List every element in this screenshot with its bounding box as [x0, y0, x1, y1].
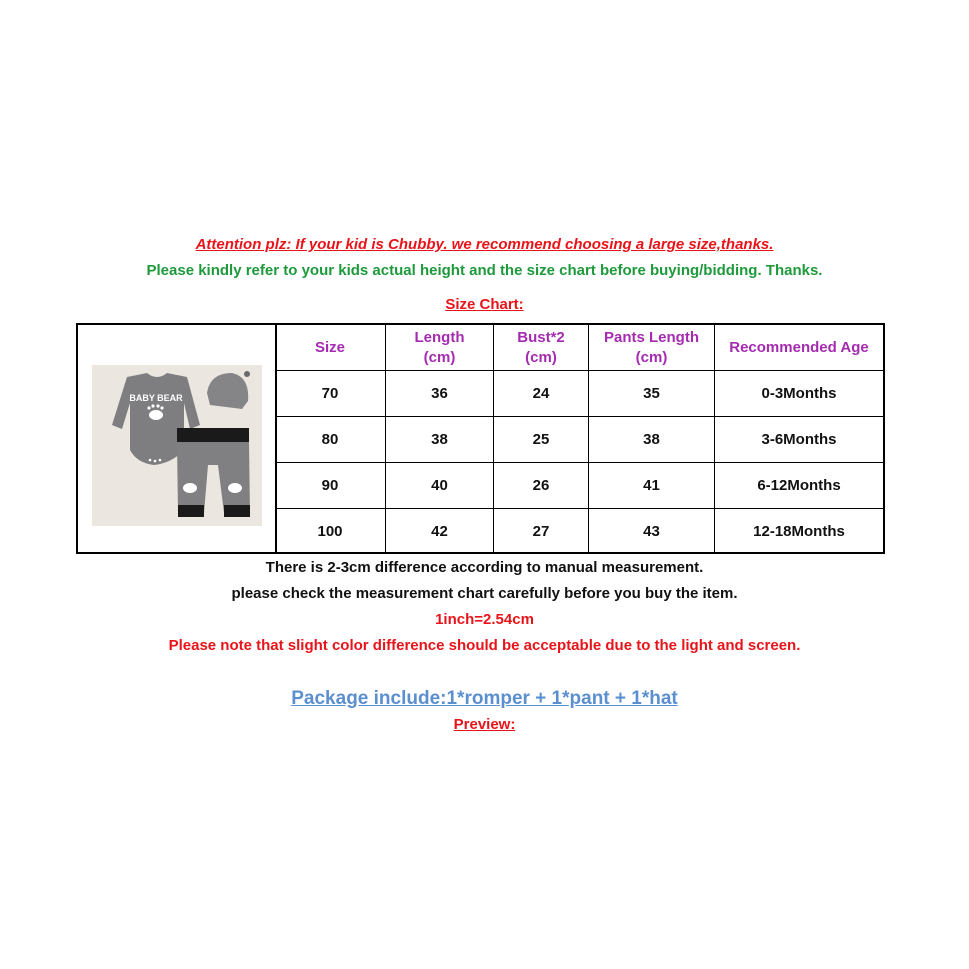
preview-heading: [0, 716, 969, 733]
cell-size: 100: [275, 509, 386, 555]
measurement-difference-note: There is 2-3cm difference according to manual measurement.: [265, 559, 704, 576]
cell-size: 90: [275, 463, 386, 509]
cell-age: 12-18Months: [715, 509, 884, 555]
product-image-cell: [78, 325, 277, 552]
header-length-label: Length: [414, 328, 465, 346]
cell-length: 36: [386, 371, 494, 417]
header-bust-label: Bust*2: [517, 328, 565, 346]
cell-length: 38: [386, 417, 494, 463]
table-row: [275, 509, 883, 555]
cell-bust: 27: [494, 509, 589, 555]
color-difference-note: Please note that slight color difference should be acceptable due to the light and screen.: [168, 637, 801, 654]
table-row: [275, 417, 883, 463]
cell-age: 0-3Months: [715, 371, 884, 417]
size-chart-title: Size Chart:: [445, 296, 524, 313]
header-bust: [494, 325, 589, 371]
inch-conversion: 1inch=2.54cm: [435, 611, 534, 628]
cell-pants: 41: [589, 463, 715, 509]
attention-text: Attention plz: If your kid is Chubby. we recommend choosing a large size,thanks.: [195, 236, 774, 253]
header-pants-length: [589, 325, 715, 371]
refer-notice: Please kindly refer to your kids actual height and the size chart before buying/bidding. Thanks.: [146, 262, 823, 279]
cell-pants: 35: [589, 371, 715, 417]
cell-size: 80: [275, 417, 386, 463]
header-length-unit: (cm): [423, 348, 456, 366]
header-bust-unit: (cm): [525, 348, 557, 366]
check-chart-note: please check the measurement chart carefully before you buy the item.: [231, 585, 738, 602]
cell-pants: 38: [589, 417, 715, 463]
cell-size: 70: [275, 371, 386, 417]
svg-text:BABY BEAR: BABY BEAR: [129, 393, 183, 403]
cell-pants: 43: [589, 509, 715, 555]
cell-length: 40: [386, 463, 494, 509]
table-header-row: [275, 325, 883, 371]
package-include: [0, 688, 969, 710]
cell-bust: 26: [494, 463, 589, 509]
table-row: [275, 463, 883, 509]
cell-bust: 24: [494, 371, 589, 417]
product-image: [92, 365, 262, 526]
size-table: [275, 325, 883, 554]
table-row: [275, 371, 883, 417]
cell-length: 42: [386, 509, 494, 555]
cell-age: 3-6Months: [715, 417, 884, 463]
header-length: [386, 325, 494, 371]
size-chart-heading: [0, 296, 969, 313]
header-size: Size: [275, 325, 386, 371]
attention-notice: [0, 236, 969, 253]
preview-text: Preview:: [453, 716, 516, 733]
header-pants-unit: (cm): [635, 348, 668, 366]
header-pants-label: Pants Length: [603, 328, 699, 346]
baby-outfit-illustration: [92, 365, 262, 526]
package-include-text: Package include:1*romper + 1*pant + 1*hat: [291, 688, 678, 709]
cell-bust: 25: [494, 417, 589, 463]
cell-age: 6-12Months: [715, 463, 884, 509]
size-chart-table: [76, 323, 885, 554]
header-recommended-age: Recommended Age: [715, 325, 884, 371]
